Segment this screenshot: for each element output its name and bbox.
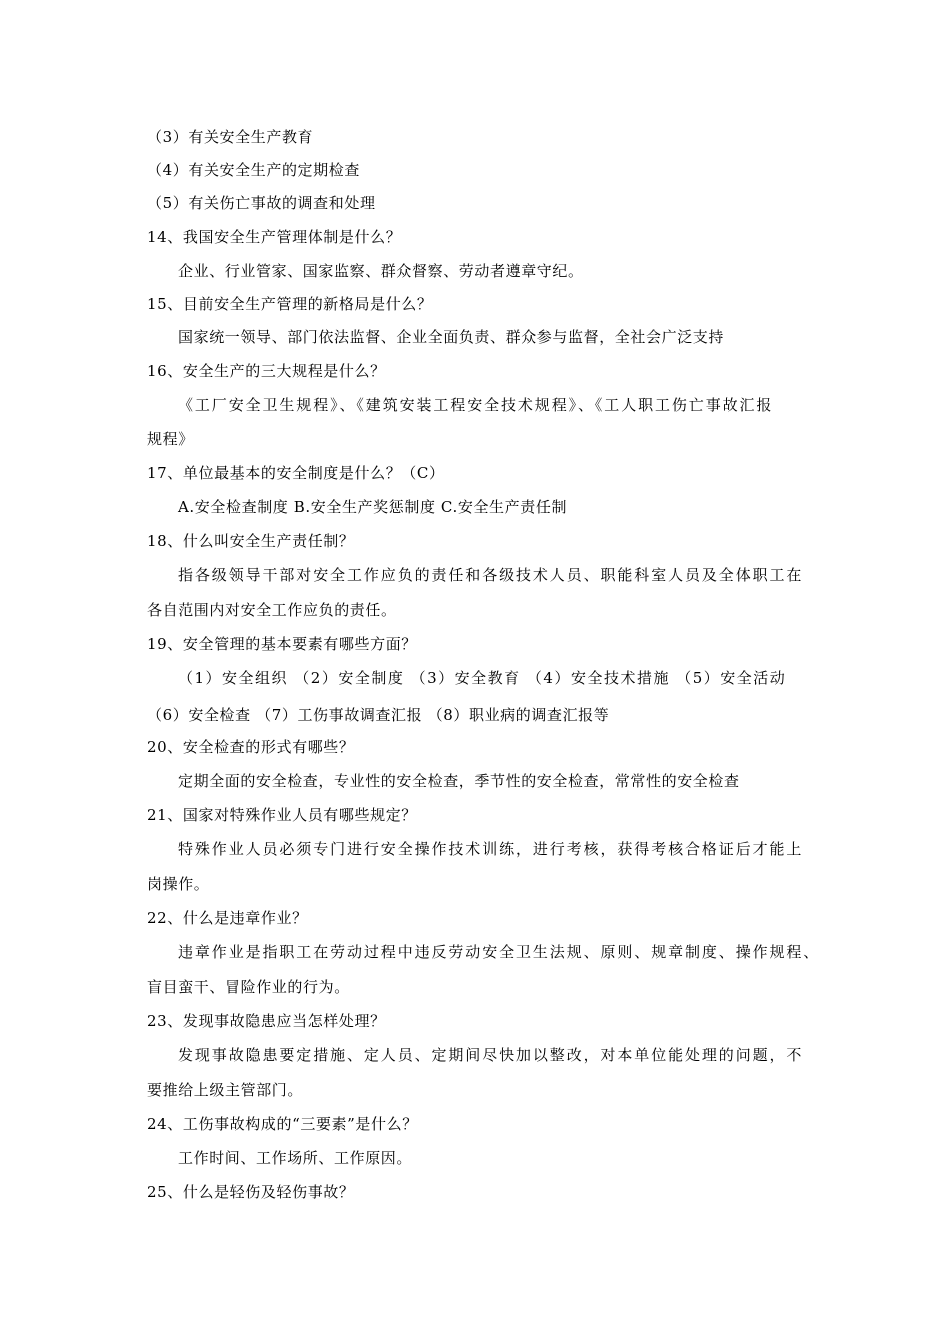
question-20: 20、安全检查的形式有哪些？ — [147, 738, 355, 756]
answer-22: 违章作业是指职工在劳动过程中违反劳动安全卫生法规、原则、规章制度、操作规程、 — [178, 943, 821, 961]
answer-16-cont: 规程》 — [147, 430, 194, 448]
text-line: （3）有关安全生产教育 — [147, 128, 314, 146]
answer-24: 工作时间、工作场所、工作原因。 — [178, 1149, 413, 1167]
question-22: 22、什么是违章作业？ — [147, 909, 308, 927]
text-line: （4）有关安全生产的定期检查 — [147, 161, 360, 179]
question-21: 21、国家对特殊作业人员有哪些规定？ — [147, 806, 417, 824]
answer-21-cont: 岗操作。 — [147, 875, 210, 893]
question-14: 14、我国安全生产管理体制是什么？ — [147, 228, 402, 246]
question-19: 19、安全管理的基本要素有哪些方面？ — [147, 635, 417, 653]
question-17: 17、单位最基本的安全制度是什么？（C） — [147, 464, 445, 482]
answer-19-cont: （6）安全检查 （7）工伤事故调查汇报 （8）职业病的调查汇报等 — [147, 706, 610, 724]
answer-19: （1）安全组织 （2）安全制度 （3）安全教育 （4）安全技术措施 （5）安全活动 — [178, 669, 787, 687]
answer-17: A.安全检查制度 B.安全生产奖惩制度 C.安全生产责任制 — [178, 498, 568, 516]
question-15: 15、目前安全生产管理的新格局是什么？ — [147, 295, 433, 313]
answer-18: 指各级领导干部对安全工作应负的责任和各级技术人员、职能科室人员及全体职工在 — [178, 566, 804, 584]
answer-23: 发现事故隐患要定措施、定人员、定期间尽快加以整改，对本单位能处理的问题，不 — [178, 1046, 804, 1064]
answer-18-cont: 各自范围内对安全工作应负的责任。 — [147, 601, 397, 619]
answer-16: 《工厂安全卫生规程》、《建筑安装工程安全技术规程》、《工人职工伤亡事故汇报 — [178, 396, 774, 414]
question-24: 24、工伤事故构成的“三要素”是什么？ — [147, 1115, 418, 1133]
answer-20: 定期全面的安全检查，专业性的安全检查，季节性的安全检查，常常性的安全检查 — [178, 772, 740, 790]
text-line: （5）有关伤亡事故的调查和处理 — [147, 194, 376, 212]
question-23: 23、发现事故隐患应当怎样处理？ — [147, 1012, 386, 1030]
answer-21: 特殊作业人员必须专门进行安全操作技术训练，进行考核，获得考核合格证后才能上 — [178, 840, 804, 858]
question-16: 16、安全生产的三大规程是什么？ — [147, 362, 386, 380]
question-25: 25、什么是轻伤及轻伤事故？ — [147, 1183, 355, 1201]
answer-22-cont: 盲目蛮干、冒险作业的行为。 — [147, 978, 350, 996]
answer-15: 国家统一领导、部门依法监督、企业全面负责、群众参与监督，全社会广泛支持 — [178, 328, 725, 346]
answer-23-cont: 要推给上级主管部门。 — [147, 1081, 304, 1099]
answer-14: 企业、行业管家、国家监察、群众督察、劳动者遵章守纪。 — [178, 262, 584, 280]
question-18: 18、什么叫安全生产责任制？ — [147, 532, 355, 550]
